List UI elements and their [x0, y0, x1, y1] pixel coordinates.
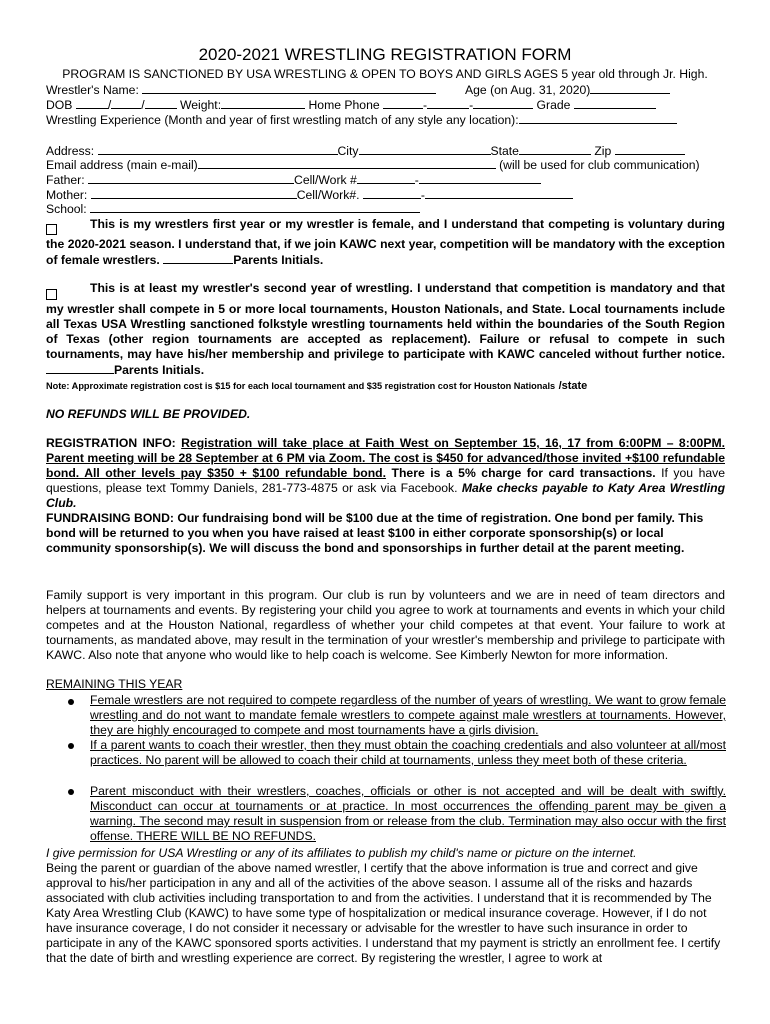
father-field[interactable] [88, 172, 294, 184]
mother-field[interactable] [91, 187, 297, 199]
cost-note-text: Note: Approximate registration cost is $15 for each local tournament and $35 registration cost for Houston Nationals [46, 381, 556, 391]
state-field[interactable] [519, 143, 591, 155]
registration-details: Registration will take place at Faith West on September 15, 16, 17 from 6:00PM – 8:00PM. Parent meeting will be 28 September at 6 PM via Zoom. The cost is $450 for advanced/those invited +$100 refundable bond. All other levels pay $350 + $100 refundable bond. [46, 436, 725, 480]
wrestler-name-field[interactable] [142, 82, 436, 94]
email-field[interactable] [198, 157, 496, 169]
first-year-rest: the 2020-2021 season. I understand that, if we join KAWC next year, competition will be mandatory with the exception of female wrestlers. [46, 237, 725, 267]
city-field[interactable] [359, 143, 491, 155]
dob-year-field[interactable] [145, 97, 177, 109]
certification: Being the parent or guardian of the above named wrestler, I certify that the above information is true and correct and give approval to his/her participation in any and all of the activities of the above season. I assume all of the risks and hazards associated with club activities including transportation to and from the activities. I understand that it is recommended by The Katy Area Wrestling Club (KAWC) to have some type of hospitalization or medical insurance coverage. However, if I do not have insurance coverage, I do not consider it necessary or advisable for the wrestler to have such insurance in order to participate in any of the KAWC sponsored sports activities. I understand that my payment is strictly an enrollment fee. I certify that the date of birth and wrestling experience are correct. By registering the wrestler, I agree to work at [46, 861, 721, 965]
first-year-initials-label: Parents Initials. [233, 253, 324, 267]
returning-text [46, 302, 725, 378]
experience-field[interactable] [519, 112, 677, 124]
home-phone-line-field[interactable] [473, 97, 533, 109]
fundraising-bond: FUNDRAISING BOND: Our fundraising bond will be $100 due at the time of registration. One bond per family. This bond will be returned to you when you have raised at least $100 in either corporate sponsorship(s) or local community sponsorship(s). We will discuss the bond and sponsorships in further detail at the parent meeting. [46, 511, 704, 555]
family-support: Family support is very important in this program. Our club is run by volunteers and we are in need of team directors and helpers at tournaments and events. By registering your child you agree to work at tournaments and events in which your child competes and at the Houston National, regardless of whether your child competes at that event. Your failure to work at tournaments, as mandated above, may result in the termination of your wrestler's membership and privilege to participate with KAWC. Also note that anyone who would like to help coach is welcome. See Kimberly Newton for more information. [46, 588, 725, 662]
father-cell-number-field[interactable] [419, 172, 541, 184]
mother-cell-area-field[interactable] [363, 187, 421, 199]
remaining-heading: REMAINING THIS YEAR [46, 677, 183, 691]
father-label: Father: [46, 173, 85, 187]
bullet-2-dot [68, 743, 74, 749]
experience-label: Wrestling Experience (Month and year of first wrestling match of any style any location): [46, 113, 519, 127]
returning-initials-field[interactable] [46, 362, 114, 374]
cost-note-tail: /state [558, 380, 588, 392]
state-label: State [490, 144, 519, 158]
wrestler-name-label: Wrestler's Name: [46, 83, 139, 97]
dob-day-field[interactable] [111, 97, 141, 109]
first-year-initials-field[interactable] [163, 252, 233, 264]
no-refunds: NO REFUNDS WILL BE PROVIDED. [46, 407, 251, 421]
contact-info: If you have questions, please text Tommy Daniels, 281-773-4875 or ask via Facebook. [46, 466, 726, 495]
grade-field[interactable] [574, 97, 656, 109]
registration-info [46, 436, 725, 511]
program-subtitle: PROGRAM IS SANCTIONED BY USA WRESTLING & OPEN TO BOYS AND GIRLS AGES 5 year old through Jr. High. [62, 67, 708, 81]
weight-label: Weight: [179, 98, 222, 112]
address-label: Address: [46, 144, 95, 158]
email-note: (will be used for club communication) [499, 158, 700, 172]
dob-row: DOB / / Weight: Home Phone - - Grade [46, 97, 656, 112]
experience-row [46, 112, 677, 127]
home-phone-prefix-field[interactable] [427, 97, 469, 109]
grade-label: Grade [536, 98, 571, 112]
wrestler-name-row [46, 82, 436, 97]
zip-label: Zip [594, 144, 612, 158]
registration-label: REGISTRATION INFO: [46, 436, 176, 450]
address-row [46, 143, 685, 158]
email-label: Email address (main e-mail) [46, 158, 198, 172]
father-cell-label: Cell/Work # [294, 173, 357, 187]
address-field[interactable] [98, 143, 338, 155]
page-title: 2020-2021 WRESTLING REGISTRATION FORM [198, 45, 572, 64]
age-label: Age (on Aug. 31, 2020) [465, 83, 591, 97]
home-phone-area-field[interactable] [383, 97, 423, 109]
age-row [465, 82, 670, 97]
mother-row: Mother: Cell/Work#. - [46, 187, 573, 202]
mother-cell-number-field[interactable] [425, 187, 573, 199]
bullet-3-dot [68, 789, 74, 795]
father-cell-area-field[interactable] [357, 172, 415, 184]
bullet-1-dot [68, 699, 74, 705]
bullet-3: Parent misconduct with their wrestlers, coaches, officials or other is not accepted and will be dealt with swiftly. Misconduct can occur at tournaments or at practice. In most occurrences the offending parent may be given a warning. The second may result in suspension from or release from the club. Termination may also occur with the first offense. THERE WILL BE NO REFUNDS. [90, 784, 726, 843]
first-year-statement [46, 217, 725, 268]
father-row: Father: Cell/Work # - [46, 172, 541, 187]
email-row [46, 157, 700, 172]
age-field[interactable] [590, 82, 670, 94]
bullet-2: If a parent wants to coach their wrestler, then they must obtain the coaching credentials and also volunteer at all/most practices. No parent will be allowed to coach their child at tournaments, unless they meet both of these criteria. [90, 738, 726, 767]
zip-field[interactable] [615, 143, 685, 155]
city-label: City [337, 144, 359, 158]
home-phone-label: Home Phone [308, 98, 380, 112]
checks-payable: Make checks payable to Katy Area Wrestling Club. [46, 481, 726, 510]
school-field[interactable] [90, 201, 420, 213]
dob-month-field[interactable] [76, 97, 108, 109]
school-label: School: [46, 202, 87, 216]
bullet-1: Female wrestlers are not required to compete regardless of the number of years of wrestling. We want to grow female wrestling and do not want to mandate female wrestlers to compete against male wrestlers at tournaments. However, they are highly encouraged to compete and most tournaments have a girls division. [90, 693, 726, 737]
first-year-line: This is my wrestlers first year or my wrestler is female, and I understand that competing is voluntary during [90, 217, 725, 231]
returning-line: This is at least my wrestler's second year of wrestling. I understand that competition is mandatory and that [90, 281, 725, 295]
returning-initials-label: Parents Initials. [114, 363, 205, 377]
cost-note [46, 378, 587, 392]
first-year-text [46, 237, 725, 268]
permission-statement: I give permission for USA Wrestling or any of its affiliates to publish my child's name or picture on the internet. [46, 846, 637, 860]
mother-cell-label: Cell/Work#. [296, 188, 360, 202]
card-charge-note: There is a 5% charge for card transactions. [391, 466, 656, 480]
returning-statement [46, 281, 725, 378]
weight-field[interactable] [221, 97, 305, 109]
mother-label: Mother: [46, 188, 88, 202]
dob-label: DOB [46, 98, 73, 112]
returning-rest: my wrestler shall compete in 5 or more local tournaments, Houston Nationals, and State. Local tournaments include all Texas USA Wrestling sanctioned folkstyle wrestling tournaments held within the boundaries of the South Region of Texas (other region tournaments are accepted as replacement). Failure or refusal to compete in such tournaments, may have his/her membership and privilege to participate with KAWC canceled without further notice. [46, 302, 725, 361]
school-row [46, 201, 420, 216]
